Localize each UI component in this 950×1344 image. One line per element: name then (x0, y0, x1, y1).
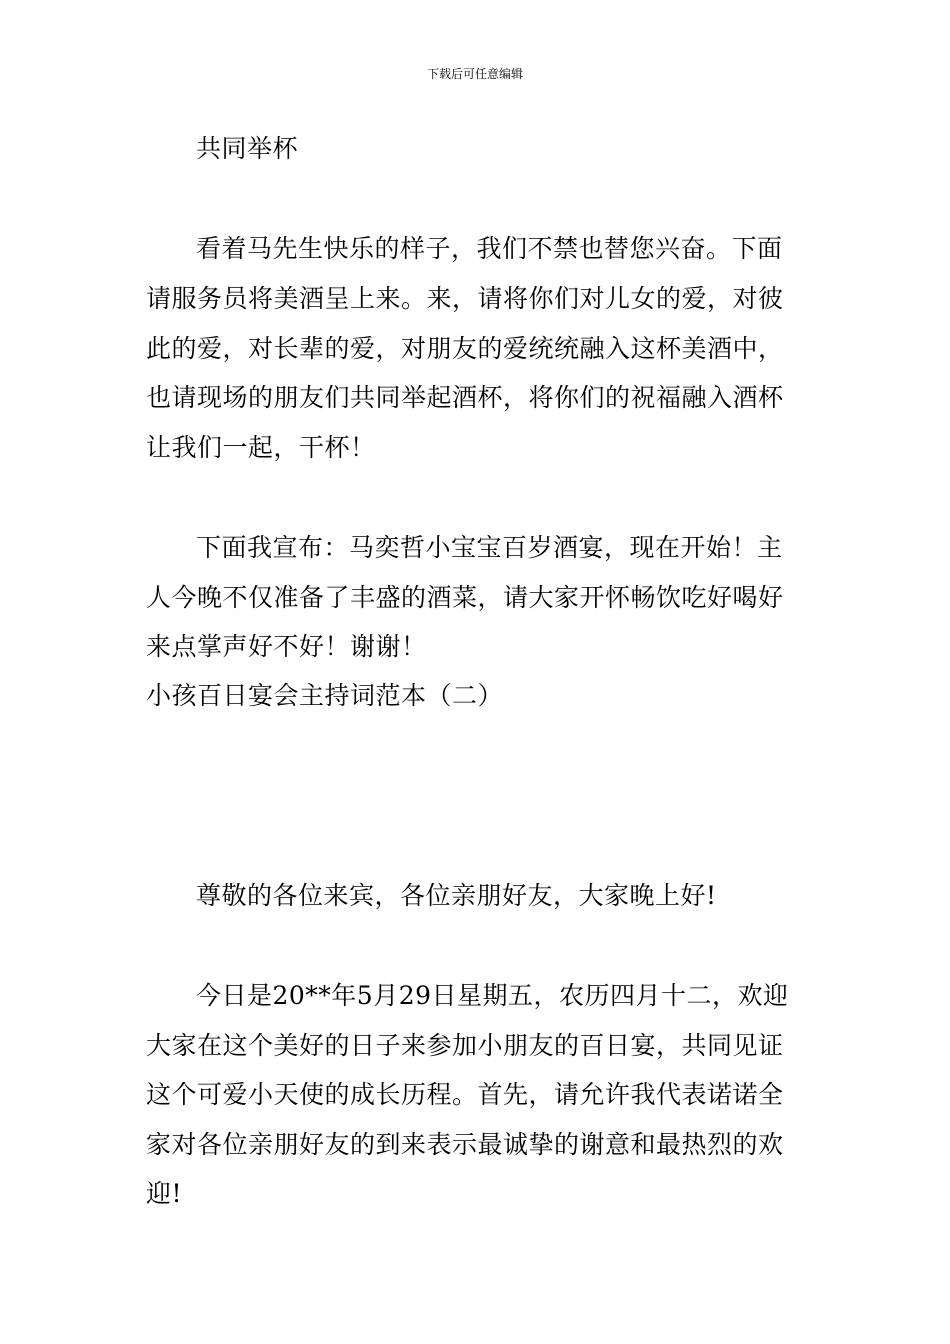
paragraph-line: 人今晚不仅准备了丰盛的酒菜，请大家开怀畅饮吃好喝好 (146, 583, 784, 612)
paragraph-line: 家对各位亲朋好友的到来表示最诚挚的谢意和最热烈的欢 (146, 1130, 784, 1159)
paragraph-line: 今日是20**年5月29日星期五，农历四月十二，欢迎 (196, 981, 789, 1010)
paragraph-line: 迎! (146, 1179, 183, 1208)
paragraph-line: 此的爱，对长辈的爱，对朋友的爱统统融入这杯美酒中， (146, 334, 784, 363)
greeting-line: 尊敬的各位来宾，各位亲朋好友，大家晚上好! (196, 881, 717, 910)
paragraph-line: 来点掌声好不好！谢谢！ (146, 632, 427, 661)
document-title: 小孩百日宴会主持词范本（二） (146, 681, 504, 710)
paragraph-line: 这个可爱小天使的成长历程。首先，请允许我代表诺诺全 (146, 1080, 784, 1109)
paragraph-line: 让我们一起，干杯！ (146, 433, 376, 462)
paragraph-line: 请服务员将美酒呈上来。来，请将你们对儿女的爱，对彼 (146, 284, 784, 313)
paragraph-line: 大家在这个美好的日子来参加小朋友的百日宴，共同见证 (146, 1031, 784, 1060)
section-heading: 共同举杯 (196, 134, 299, 163)
paragraph-line: 看着马先生快乐的样子，我们不禁也替您兴奋。下面 (196, 234, 783, 263)
paragraph-line: 也请现场的朋友们共同举起酒杯，将你们的祝福融入酒杯 (146, 383, 784, 412)
header-note: 下载后可任意编辑 (426, 67, 523, 81)
paragraph-line: 下面我宣布：马奕哲小宝宝百岁酒宴，现在开始！主 (196, 533, 783, 562)
